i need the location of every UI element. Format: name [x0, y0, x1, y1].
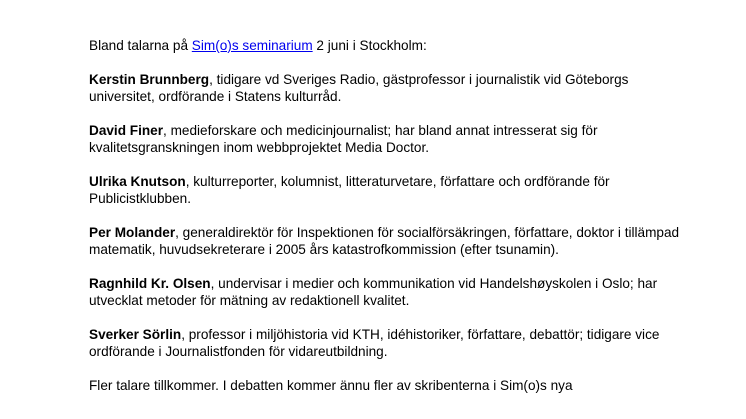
seminar-link[interactable]: Sim(o)s seminarium — [191, 38, 313, 53]
speaker-name: Kerstin Brunnberg — [89, 72, 210, 87]
speaker-entry — [89, 326, 689, 360]
speaker-description: , professor i miljöhistoria vid KTH, idéhistoriker, författare, debattör; tidigare vice ordförande i Journalistfonden för vidareutbildning. — [89, 327, 660, 359]
speaker-name: David Finer — [89, 123, 164, 138]
speaker-entry — [89, 173, 689, 207]
speaker-description: , tidigare vd Sveriges Radio, gästprofessor i journalistik vid Göteborgs universitet, ordförande i Statens kulturråd. — [89, 72, 629, 104]
speaker-description: , generaldirektör för Inspektionen för socialförsäkringen, författare, doktor i tillämpad matematik, huvudsekreterare i 2005 års katastrofkommission (efter tsunamin). — [89, 225, 680, 257]
document-page — [89, 37, 689, 394]
speaker-entry — [89, 224, 689, 258]
speaker-description: , medieforskare och medicinjournalist; har bland annat intresserat sig för kvalitetsgranskningen inom webbprojektet Media Doctor. — [89, 123, 598, 155]
closing-paragraph: Fler talare tillkommer. I debatten kommer ännu fler av skribenterna i Sim(o)s nya — [89, 378, 573, 393]
speaker-entry — [89, 275, 689, 309]
speaker-name: Per Molander — [89, 225, 176, 240]
speaker-description: , kulturreporter, kolumnist, litteraturvetare, författare och ordförande för Publicistklubben. — [89, 174, 610, 206]
speaker-name: Ragnhild Kr. Olsen — [89, 276, 211, 291]
speaker-name: Sverker Sörlin — [89, 327, 182, 342]
speaker-entry — [89, 122, 689, 156]
intro-paragraph — [89, 37, 689, 54]
intro-text-before: Bland talarna på — [89, 38, 192, 53]
speaker-description: , undervisar i medier och kommunikation vid Handelshøyskolen i Oslo; har utvecklat metoder för mätning av redaktionell kvalitet. — [89, 276, 658, 308]
speaker-name: Ulrika Knutson — [89, 174, 186, 189]
speaker-entry — [89, 71, 689, 105]
intro-text-after: 2 juni i Stockholm: — [312, 38, 427, 53]
